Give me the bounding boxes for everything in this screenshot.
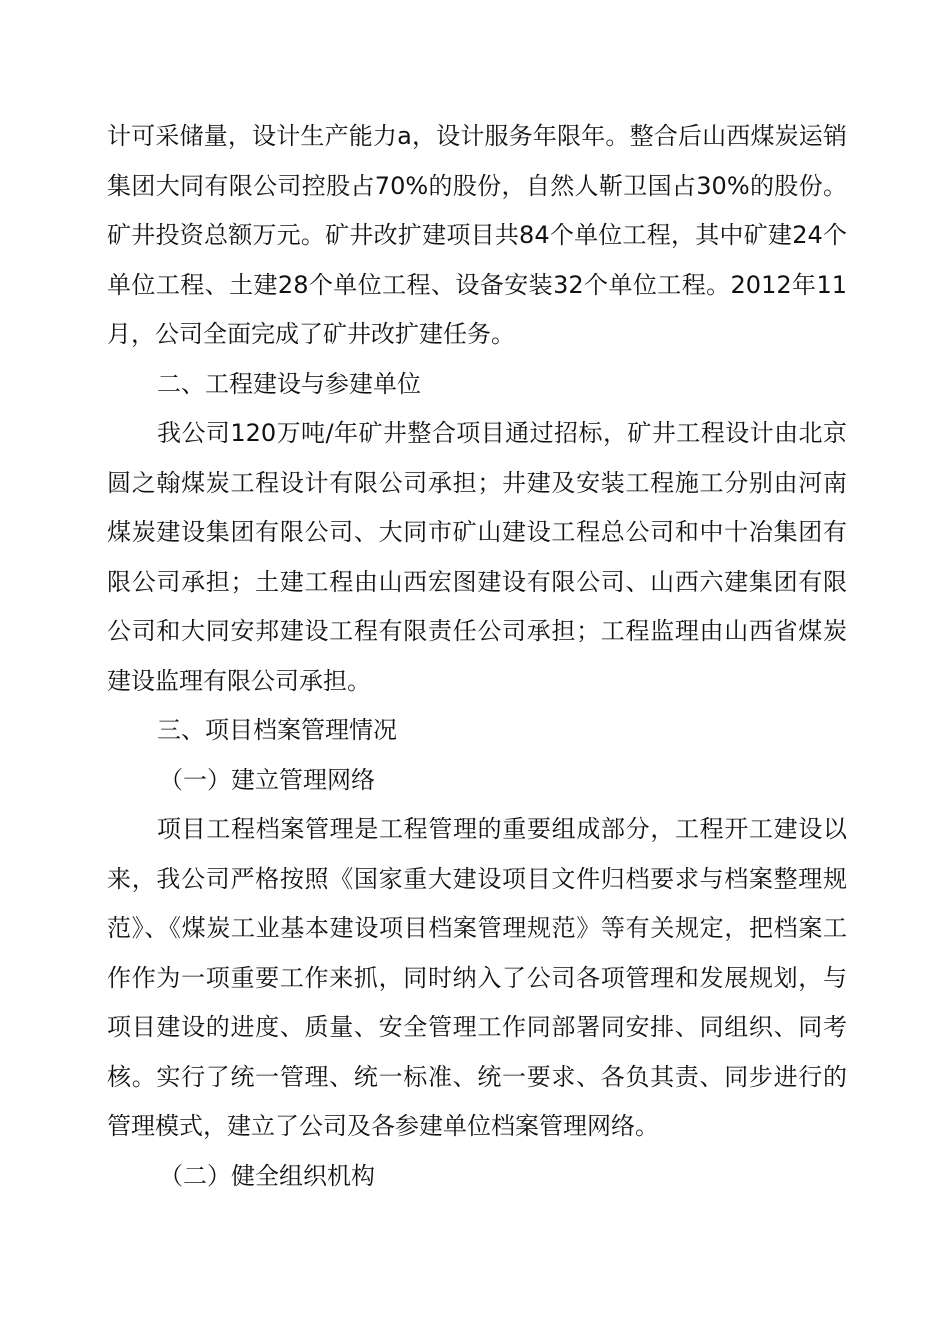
- subheading-management-network: （一）建立管理网络: [159, 765, 375, 794]
- section-heading-archive-management: 三、项目档案管理情况: [157, 716, 397, 744]
- paragraph-project-overview: 计可采储量，设计生产能力a，设计服务年限年。整合后山西煤炭运销集团大同有限公司控股占70%的股份，自然人靳卫国占30%的股份。矿井投资总额万元。矿井改扩建项目共84个单位工程，其中矿建24个单位工程、土建28个单位工程、设备安装32个单位工程。2012年11月，公司全面完成了矿井改扩建任务。: [107, 122, 847, 348]
- paragraph-construction-units: 我公司120万吨/年矿井整合项目通过招标，矿井工程设计由北京圆之翰煤炭工程设计有限公司承担；井建及安装工程施工分别由河南煤炭建设集团有限公司、大同市矿山建设工程总公司和中十冶集团有限公司承担；土建工程由山西宏图建设有限公司、山西六建集团有限公司和大同安邦建设工程有限责任公司承担；工程监理由山西省煤炭建设监理有限公司承担。: [107, 419, 847, 695]
- subheading-organization: （二）健全组织机构: [159, 1161, 375, 1190]
- paragraph-management-network: 项目工程档案管理是工程管理的重要组成部分，工程开工建设以来，我公司严格按照《国家重大建设项目文件归档要求与档案整理规范》、《煤炭工业基本建设项目档案管理规范》等有关规定，把档案工作作为一项重要工作来抓，同时纳入了公司各项管理和发展规划，与项目建设的进度、质量、安全管理工作同部署同安排、同组织、同考核。实行了统一管理、统一标准、统一要求、各负其责、同步进行的管理模式，建立了公司及各参建单位档案管理网络。: [107, 815, 847, 1140]
- section-heading-construction-units: 二、工程建设与参建单位: [157, 369, 421, 398]
- document-body: [107, 112, 847, 1201]
